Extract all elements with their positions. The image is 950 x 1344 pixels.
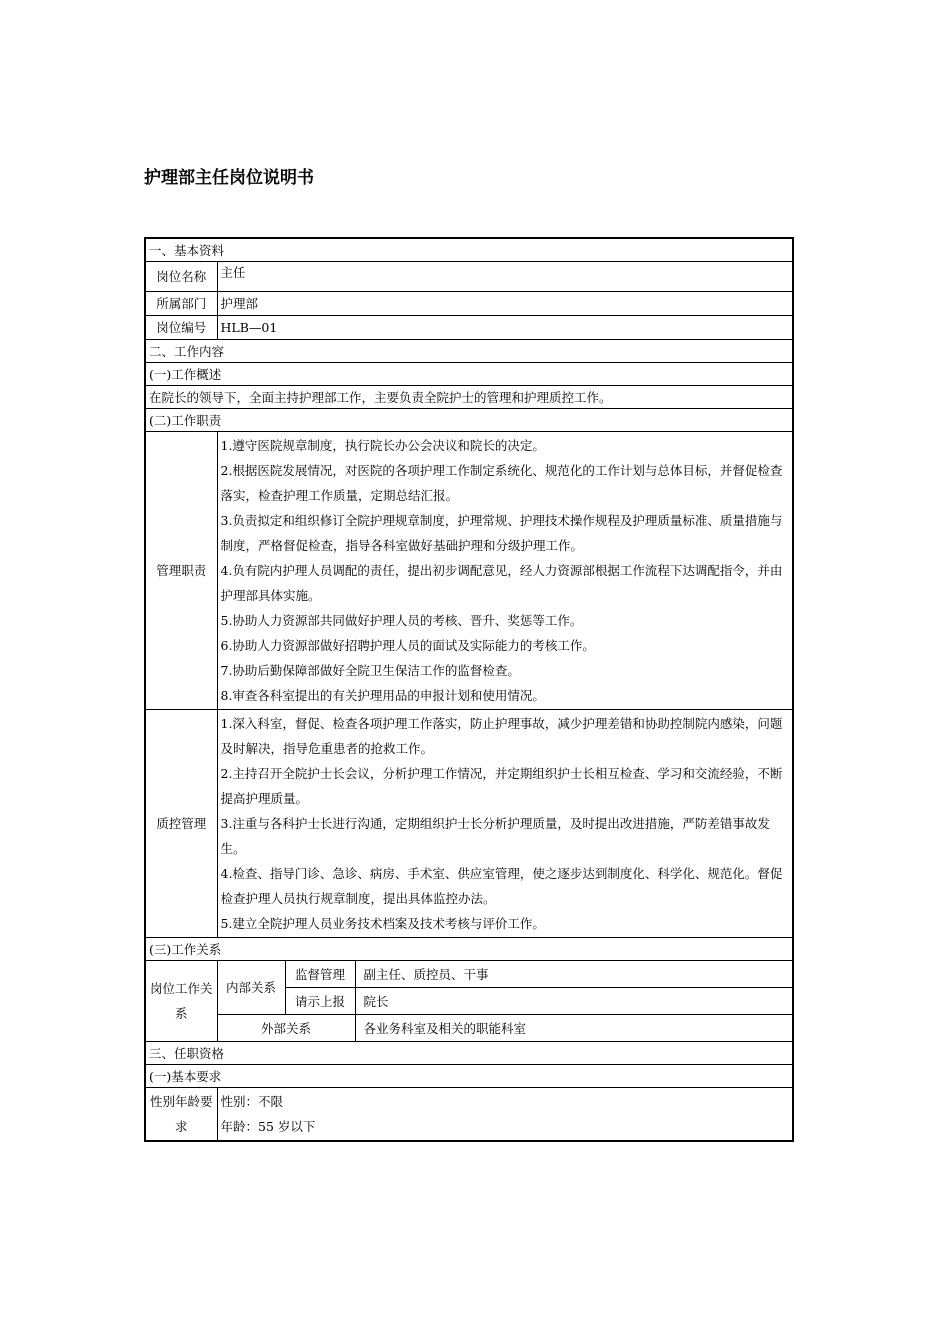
subsection-duties: (二)工作职责 bbox=[145, 408, 793, 431]
label-supervise: 监督管理 bbox=[285, 960, 355, 987]
job-description-table bbox=[144, 237, 794, 1142]
list-item: 2.主持召开全院护士长会议，分析护理工作情况，并定期组织护士长相互检查、学习和交流经验，不断提高护理质量。 bbox=[220, 765, 783, 806]
label-gender-age: 性别年龄要求 bbox=[145, 1087, 217, 1141]
list-item: 4.负有院内护理人员调配的责任，提出初步调配意见，经人力资源部根据工作流程下达调配指令，并由护理部具体实施。 bbox=[220, 562, 783, 603]
label-position-name: 岗位名称 bbox=[145, 261, 217, 291]
list-item: 2.根据医院发展情况，对医院的各项护理工作制定系统化、规范化的工作计划与总体目标，并督促检查落实，检查护理工作质量，定期总结汇报。 bbox=[220, 462, 783, 503]
value-position-code: HLB—01 bbox=[217, 315, 793, 339]
subsection-overview: (一)工作概述 bbox=[145, 362, 793, 385]
list-item: 1.遵守医院规章制度，执行院长办公会决议和院长的决定。 bbox=[220, 437, 545, 453]
page-title: 护理部主任岗位说明书 bbox=[144, 168, 314, 188]
list-item: 5.建立全院护理人员业务技术档案及技术考核与评价工作。 bbox=[220, 915, 545, 931]
value-department: 护理部 bbox=[217, 291, 793, 315]
subsection-basic-requirements: (一)基本要求 bbox=[145, 1064, 793, 1087]
label-external-relations: 外部关系 bbox=[217, 1014, 355, 1041]
quality-control-list bbox=[217, 709, 793, 937]
gender-age-values bbox=[217, 1087, 793, 1141]
overview-text: 在院长的领导下，全面主持护理部工作，主要负责全院护士的管理和护理质控工作。 bbox=[145, 385, 793, 408]
list-item: 3.负责拟定和组织修订全院护理规章制度，护理常规、护理技术操作规程及护理质量标准、质量措施与制度，严格督促检查，指导各科室做好基础护理和分级护理工作。 bbox=[220, 512, 783, 553]
label-report: 请示上报 bbox=[285, 987, 355, 1014]
value-position-name: 主任 bbox=[217, 261, 793, 291]
label-position-code: 岗位编号 bbox=[145, 315, 217, 339]
list-item: 8.审查各科室提出的有关护理用品的申报计划和使用情况。 bbox=[220, 687, 545, 703]
label-department: 所属部门 bbox=[145, 291, 217, 315]
management-duties-list bbox=[217, 431, 793, 709]
label-work-relations: 岗位工作关系 bbox=[145, 960, 217, 1041]
list-item: 7.协助后勤保障部做好全院卫生保洁工作的监督检查。 bbox=[220, 662, 520, 678]
value-supervise: 副主任、质控员、干事 bbox=[355, 960, 793, 987]
list-item: 5.协助人力资源部共同做好护理人员的考核、晋升、奖惩等工作。 bbox=[220, 612, 583, 628]
list-item: 4.检查、指导门诊、急诊、病房、手术室、供应室管理，使之逐步达到制度化、科学化、规范化。督促检查护理人员执行规章制度，提出具体监控办法。 bbox=[220, 865, 783, 906]
label-quality-control: 质控管理 bbox=[145, 709, 217, 937]
label-management-duties: 管理职责 bbox=[145, 431, 217, 709]
subsection-relations: (三)工作关系 bbox=[145, 937, 793, 960]
list-item: 3.注重与各科护士长进行沟通，定期组织护士长分析护理质量，及时提出改进措施，严防差错事故发生。 bbox=[220, 815, 770, 856]
section-basic-info: 一、基本资料 bbox=[145, 238, 793, 261]
list-item: 1.深入科室，督促、检查各项护理工作落实，防止护理事故，减少护理差错和协助控制院内感染，问题及时解决，指导危重患者的抢救工作。 bbox=[220, 715, 783, 756]
list-item: 6.协助人力资源部做好招聘护理人员的面试及实际能力的考核工作。 bbox=[220, 637, 595, 653]
gender-requirement: 性别：不限 bbox=[220, 1093, 284, 1109]
section-qualification: 三、任职资格 bbox=[145, 1041, 793, 1064]
value-report: 院长 bbox=[355, 987, 793, 1014]
age-requirement: 年龄：55 岁以下 bbox=[220, 1118, 316, 1134]
value-external-relations: 各业务科室及相关的职能科室 bbox=[355, 1014, 793, 1041]
section-work-content: 二、工作内容 bbox=[145, 339, 793, 362]
label-internal-relations: 内部关系 bbox=[217, 960, 285, 1014]
